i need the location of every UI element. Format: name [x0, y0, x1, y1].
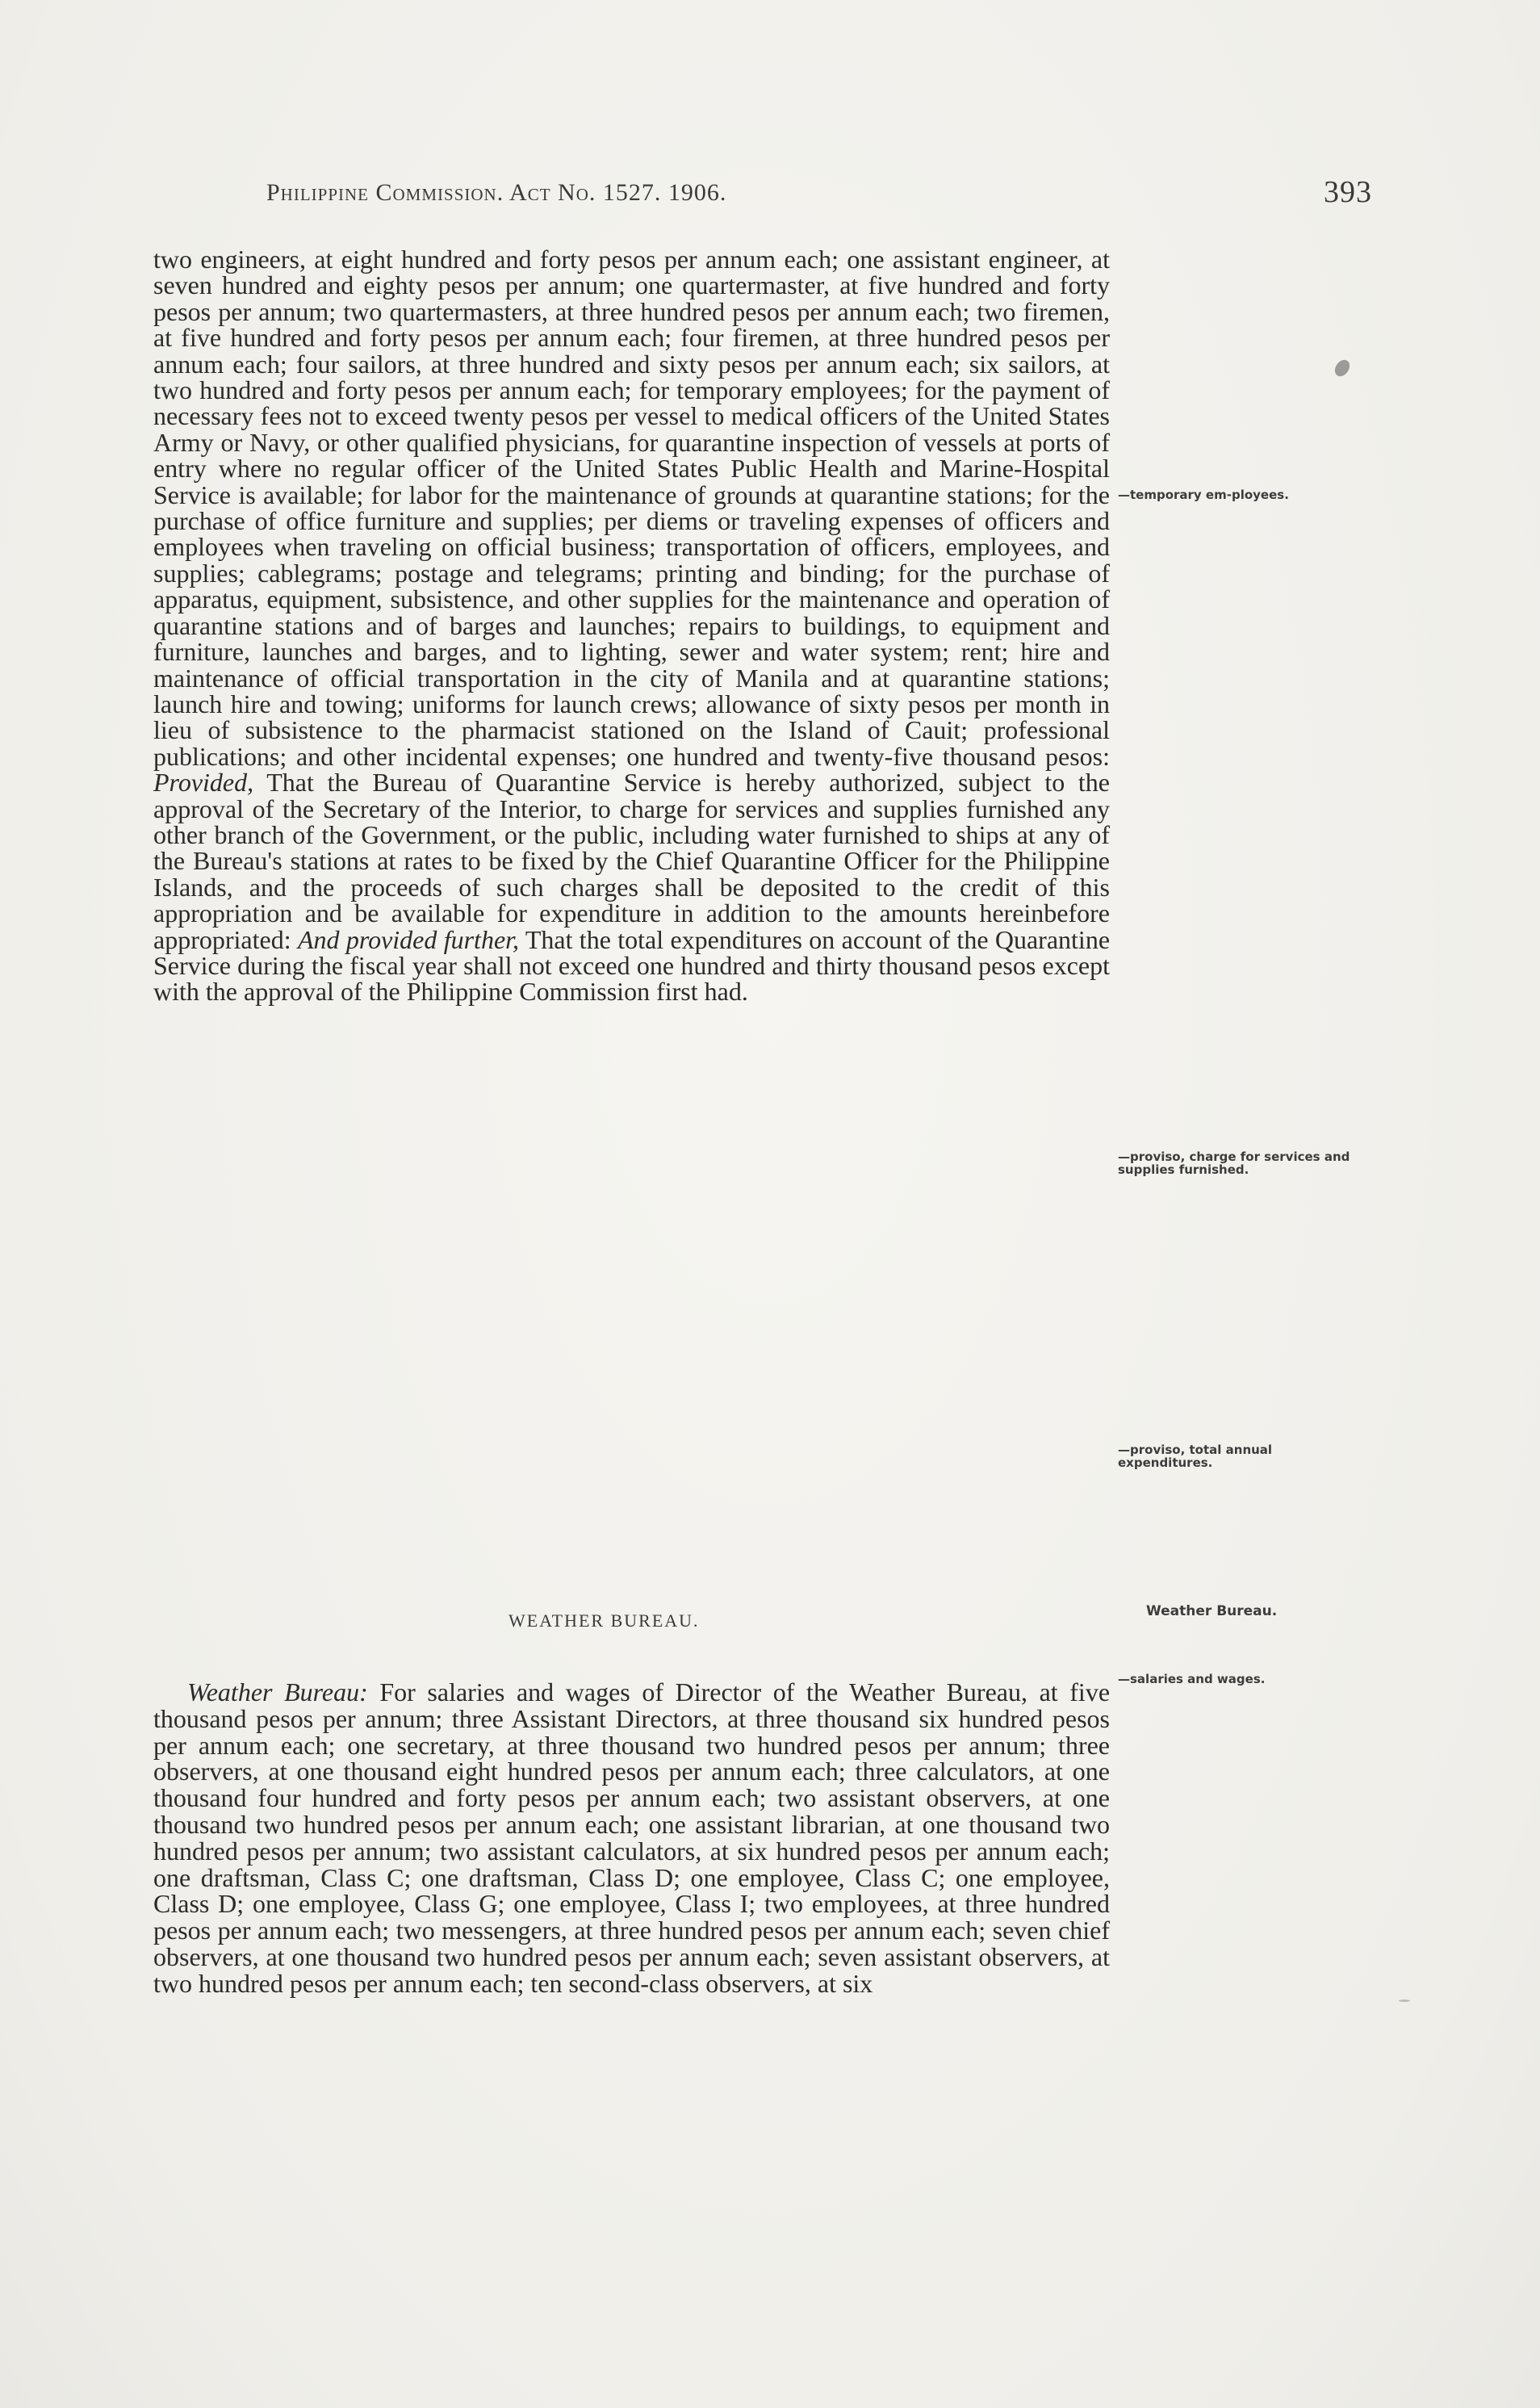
margin-note-proviso-total: —proviso, total annual expenditures.	[1118, 1443, 1273, 1470]
paragraph-text-part-2: That the Bureau of Quarantine Service is hereby authorized, subject to the approval of the Secretary of the Interior, to charge for services and supplies furnished any other branch of the Government, or the public, including water furnished to ships at any of the Bureau's stations at rates to be fixed by the Chief Quarantine Officer for the Philippine Islands, and the proceeds of such charges shall be deposited to the credit of this appropriation and be available for expenditure in addition to the amounts hereinbefore appropriated:	[153, 768, 1111, 954]
margin-note-proviso-charge: —proviso, charge for services and supplies furnished.	[1118, 1150, 1350, 1177]
section-heading: WEATHER BUREAU.	[508, 1610, 700, 1631]
paragraph-text-part-3: That the total expenditures on account of the Quarantine Service during the fiscal year shall not exceed one hundred and thirty thousand pesos except with the approval of the Philippine Commission first had.	[153, 924, 1111, 1007]
appropriation-paragraph-weather	[153, 1679, 1110, 1997]
paragraph-lead: Weather Bureau:	[187, 1677, 368, 1707]
paragraph-text	[153, 246, 1110, 1005]
running-head: Philippine Commission. Act No. 1527. 1906.	[266, 179, 727, 206]
provided-clause: Provided,	[153, 768, 254, 798]
ink-smudge	[1332, 357, 1353, 379]
ink-mark	[1399, 2000, 1410, 2002]
margin-note-temporary-employees: —temporary em-ployees.	[1118, 488, 1289, 502]
page-header	[266, 170, 1372, 210]
provided-further-clause: And provided further,	[297, 924, 520, 954]
margin-note-salaries-wages: —salaries and wages.	[1118, 1672, 1266, 1686]
page-number: 393	[1324, 175, 1372, 209]
appropriation-paragraph-quarantine	[153, 246, 1110, 1005]
paragraph-text-part-1: two engineers, at eight hundred and forty pesos per annum each; one assistant engineer, at seven hundred and eighty pesos per annum; one quartermaster, at five hundred and forty pesos per annum; two quartermasters, at three hundred pesos per annum each; two firemen, at five hundred and forty pesos per annum each; four firemen, at three hundred pesos per annum each; four sailors, at three hundred and sixty pesos per annum each; six sailors, at two hundred and forty pesos per annum each; for temporary employees; for the payment of necessary fees not to exceed twenty pesos per vessel to medical officers of the United States Army or Navy, or other qualified physicians, for quarantine inspection of vessels at ports of entry where no regular officer of the United States Public Health and Marine-Hospital Service is available; for labor for the maintenance of grounds at quarantine stations; for the purchase of office furniture and supplies; per diems or traveling expenses of officers and employees when traveling on official business; transportation of officers, employees, and supplies; cablegrams; postage and telegrams; printing and binding; for the purchase of apparatus, equipment, subsistence, and other supplies for the maintenance and operation of quarantine stations and of barges and launches; repairs to buildings, to equipment and furniture, launches and barges, and to lighting, sewer and water system; rent; hire and maintenance of official transportation in the city of Manila and at quarantine stations; launch hire and towing; uniforms for launch crews; allowance of sixty pesos per month in lieu of subsistence to the pharmacist stationed on the Island of Cauit; professional publications; and other incidental expenses; one hundred and twenty-five thousand pesos:	[153, 245, 1110, 771]
paragraph-text	[153, 1679, 1110, 1997]
margin-note-weather-bureau: Weather Bureau.	[1146, 1603, 1278, 1619]
paragraph-body: For salaries and wages of Director of the Weather Bureau, at five thousand pesos per annum; three Assistant Directors, at three thousand six hundred pesos per annum each; one secretary, at three thousand two hundred pesos per annum; three observers, at one thousand eight hundred pesos per annum each; three calculators, at one thousand four hundred and forty pesos per annum each; two assistant observers, at one thousand two hundred pesos per annum each; one assistant librarian, at one thousand two hundred pesos per annum; two assistant calculators, at six hundred pesos per annum each; one draftsman, Class C; one draftsman, Class D; one employee, Class C; one employee, Class D; one employee, Class G; one employee, Class I; two employees, at three hundred pesos per annum each; two messengers, at three hundred pesos per annum each; seven chief observers, at one thousand two hundred pesos per annum each; seven assistant observers, at two hundred pesos per annum each; ten second-class observers, at six	[153, 1677, 1111, 1998]
